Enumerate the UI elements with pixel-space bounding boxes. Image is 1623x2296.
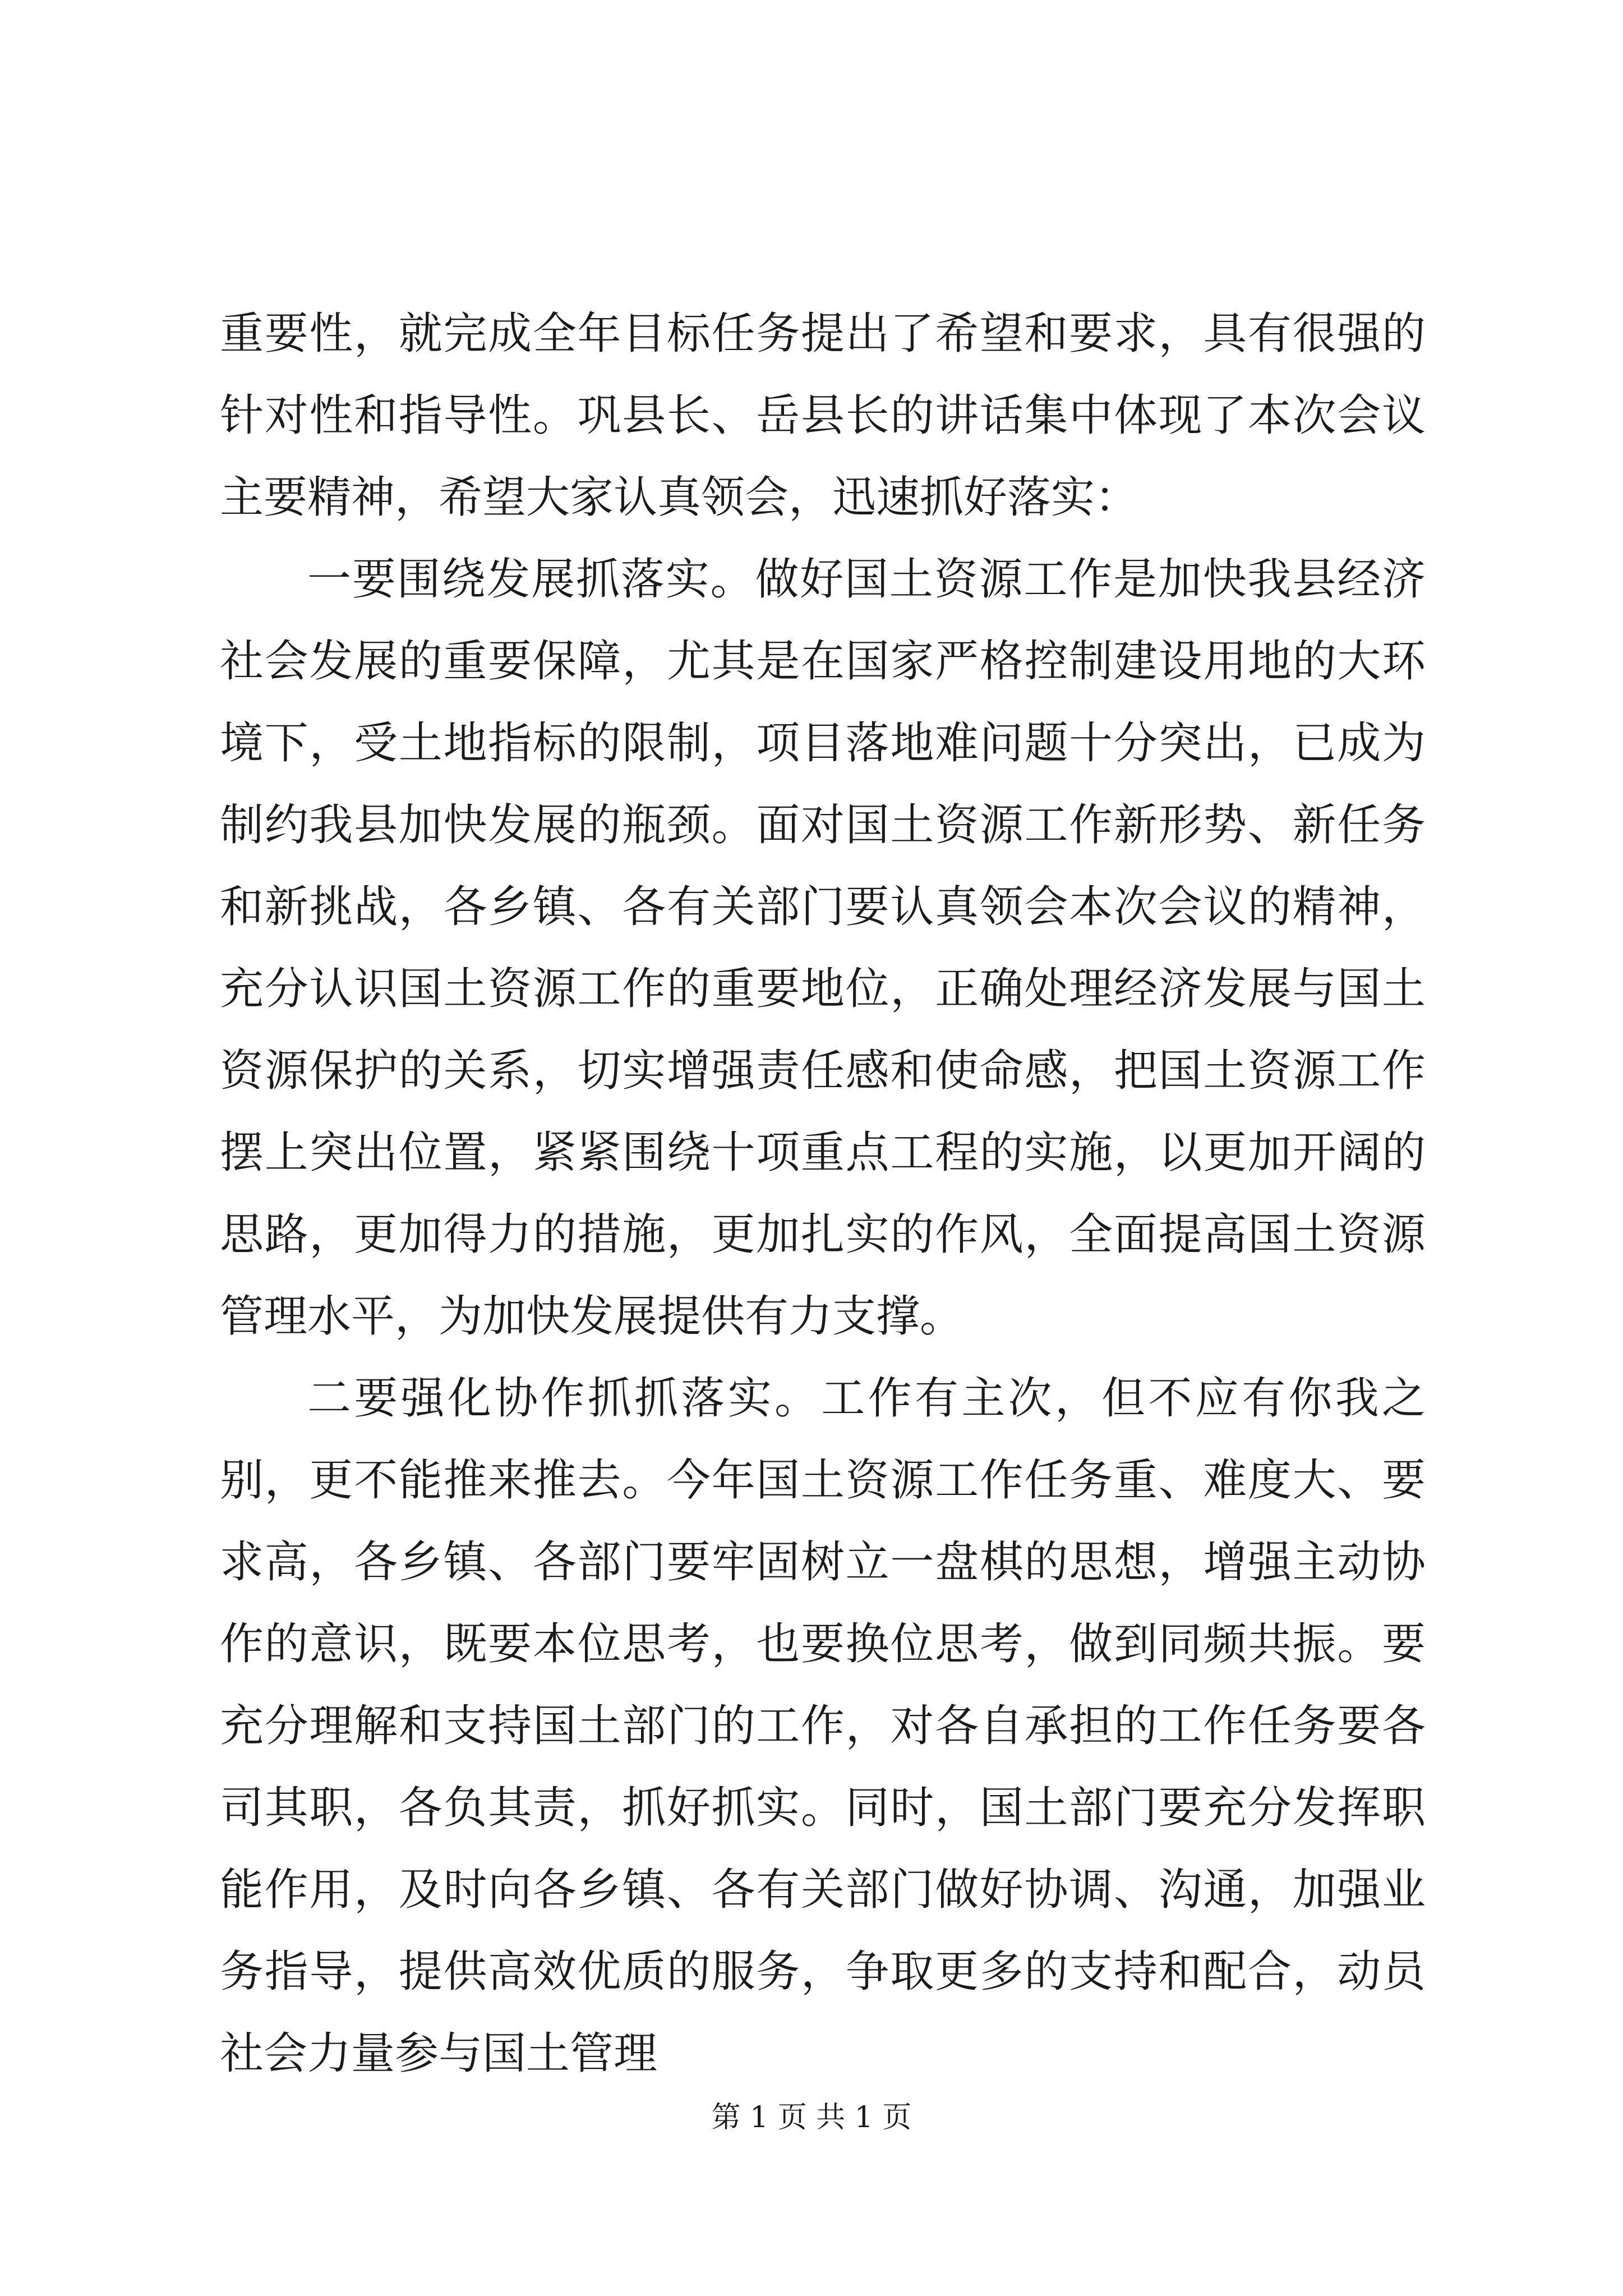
paragraph-3: 二要强化协作抓抓落实。工作有主次，但不应有你我之别，更不能推来推去。今年国土资源工作任务重、难度大、要求高，各乡镇、各部门要牢固树立一盘棋的思想，增强主动协作的意识，既要本位思考，也要换位思考，做到同频共振。要充分理解和支持国土部门的工作，对各自承担的工作任务要各司其职，各负其责，抓好抓实。同时，国土部门要充分发挥职能作用，及时向各乡镇、各有关部门做好协调、沟通，加强业务指导，提供高效优质的服务，争取更多的支持和配合，动员社会力量参与国土管理 [220, 1373, 1426, 2079]
paragraph-1: 重要性，就完成全年目标任务提出了希望和要求，具有很强的针对性和指导性。巩县长、岳县长的讲话集中体现了本次会议主要精神，希望大家认真领会，迅速抓好落实： [220, 309, 1426, 523]
paragraph-2: 一要围绕发展抓落实。做好国土资源工作是加快我县经济社会发展的重要保障，尤其是在国家严格控制建设用地的大环境下，受土地指标的限制，项目落地难问题十分突出，已成为制约我县加快发展的瓶颈。面对国土资源工作新形势、新任务和新挑战，各乡镇、各有关部门要认真领会本次会议的精神，充分认识国土资源工作的重要地位，正确处理经济发展与国土资源保护的关系，切实增强责任感和使命感，把国土资源工作摆上突出位置，紧紧围绕十项重点工程的实施，以更加开阔的思路，更加得力的措施，更加扎实的作风，全面提高国土资源管理水平，为加快发展提供有力支撑。 [220, 554, 1426, 1342]
document-body [220, 293, 1426, 2095]
page-footer: 第 1 页 共 1 页 [711, 2101, 912, 2134]
